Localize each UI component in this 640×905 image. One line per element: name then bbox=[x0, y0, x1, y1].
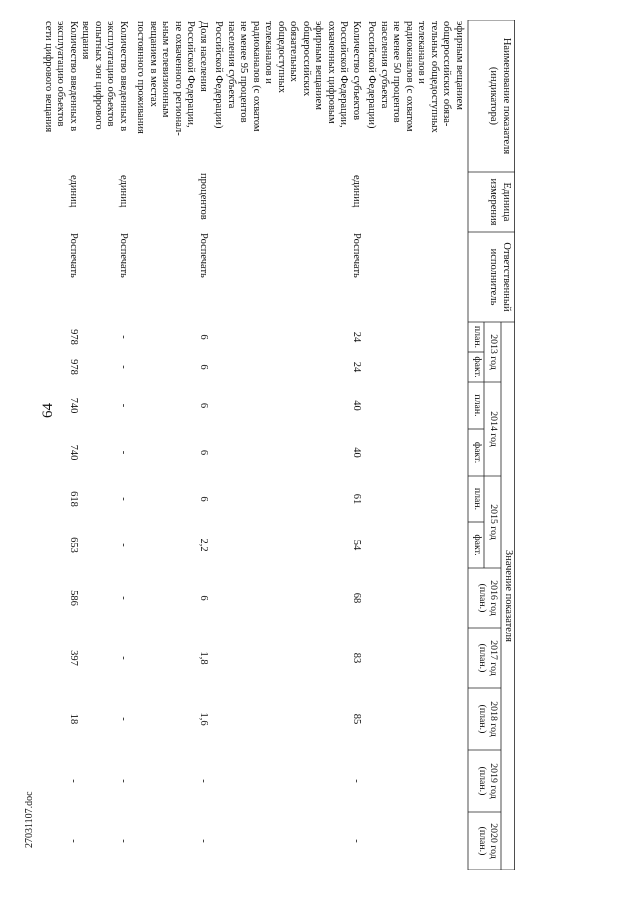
row-4-2015-plan: - bbox=[118, 497, 129, 501]
row-2-2013-fact: 24 bbox=[351, 361, 362, 373]
row-5-2014-plan: 740 bbox=[68, 397, 79, 414]
row-2-2019: - bbox=[351, 779, 362, 783]
row-5-responsible: Роспечать bbox=[68, 233, 79, 278]
row-2-2018: 85 bbox=[351, 713, 362, 725]
row-3-2017: 1,8 bbox=[198, 651, 209, 665]
row-5-2013-plan: 978 bbox=[68, 329, 79, 345]
row-4-2020: - bbox=[118, 839, 129, 843]
row-5-unit: единиц bbox=[68, 175, 79, 208]
row-3-2018: 1,6 bbox=[198, 712, 209, 726]
row-3-2014-plan: 6 bbox=[198, 402, 209, 409]
header-year-2013: 2013 год bbox=[488, 334, 499, 370]
row-5-2016: 586 bbox=[68, 590, 79, 606]
header-indicator-name: Наименование показателя (индикатора) bbox=[488, 37, 512, 155]
header-year-2015: 2015 год bbox=[488, 504, 499, 540]
row-3-2015-plan: 6 bbox=[198, 496, 209, 502]
header-2013-fact: факт. bbox=[472, 356, 483, 378]
header-2015-fact: факт. bbox=[472, 534, 483, 556]
header-year-2020: 2020 год (план.) bbox=[477, 823, 499, 859]
header-2013-plan: план. bbox=[472, 325, 483, 349]
header-year-2019: 2019 год (план.) bbox=[477, 763, 499, 799]
row-3-2020: - bbox=[198, 839, 209, 843]
row-3-name: Доля населения Российской Федерации, не охваченного регионал- ьным телевизионным вещанием в местах постоянного проживания bbox=[135, 21, 209, 136]
row-2-2014-fact: 40 bbox=[351, 447, 362, 458]
header-value-group: Значение показателя bbox=[503, 550, 514, 642]
header-year-2014: 2014 год bbox=[488, 411, 499, 447]
row-4-2015-fact: - bbox=[118, 543, 129, 547]
row-2-2013-plan: 24 bbox=[351, 331, 362, 343]
header-year-2017: 2017 год (план.) bbox=[477, 640, 499, 676]
row-4-unit: единиц bbox=[118, 175, 129, 208]
row-5-2015-fact: 653 bbox=[68, 537, 79, 553]
row-5-2017: 397 bbox=[68, 650, 79, 666]
row-4-2017: - bbox=[118, 656, 129, 660]
row-4-name: Количество введенных в эксплуатацию объектов опытных зон цифрового вещания bbox=[80, 21, 129, 132]
row-1-name: эфирным вещанием общероссийских обяза- тельных общедоступных телеканалов и радиоканалов (с охватом не менее 50 процентов населения субъекта Российской Федерации) bbox=[366, 21, 465, 133]
page-number: 64 bbox=[40, 403, 56, 418]
row-3-2014-fact: 6 bbox=[198, 449, 209, 456]
header-responsible: Ответственный исполнитель bbox=[488, 242, 512, 312]
row-2-responsible: Роспечать bbox=[351, 233, 362, 278]
header-year-2018: 2018 год (план.) bbox=[477, 701, 499, 737]
row-4-2014-fact: - bbox=[118, 450, 129, 455]
row-2-name: Количество субъектов Российской Федерации, охваченных цифровым эфирным вещанием общероссийских обязательных общедоступных телеканалов и радиоканалов (с охватом не менее 95 процентов населения субъекта Российской Федерации) bbox=[213, 21, 362, 132]
row-2-2017: 83 bbox=[351, 652, 362, 664]
row-5-2013-fact: 978 bbox=[68, 359, 79, 375]
row-2-unit: единиц bbox=[351, 175, 362, 208]
header-2014-plan: план. bbox=[472, 394, 483, 417]
row-4-responsible: Роспечать bbox=[118, 233, 129, 278]
row-2-2016: 68 bbox=[351, 592, 362, 604]
header-unit: Единица измерения bbox=[488, 178, 512, 226]
header-2015-plan: план. bbox=[472, 487, 483, 511]
row-3-2013-plan: 6 bbox=[198, 334, 209, 340]
row-3-2013-fact: 6 bbox=[198, 364, 209, 370]
row-4-2016: - bbox=[118, 596, 129, 600]
row-5-2020: - bbox=[68, 839, 79, 843]
row-3-unit: процентов bbox=[198, 173, 209, 220]
row-5-2019: - bbox=[68, 779, 79, 783]
row-5-name: Количество введенных в эксплуатацию объектов сети цифрового вещания bbox=[43, 21, 79, 133]
row-5-2015-plan: 618 bbox=[68, 491, 79, 507]
document-code: 27031107.doc bbox=[24, 791, 35, 848]
row-2-2020: - bbox=[351, 839, 362, 843]
row-3-responsible: Роспечать bbox=[198, 233, 209, 278]
header-year-2016: 2016 год (план.) bbox=[477, 580, 499, 616]
row-4-2014-plan: - bbox=[118, 403, 129, 408]
row-5-2018: 18 bbox=[68, 713, 79, 725]
row-3-2015-fact: 2,2 bbox=[198, 538, 209, 552]
row-5-2014-fact: 740 bbox=[68, 444, 79, 461]
row-2-2015-plan: 61 bbox=[351, 493, 362, 505]
header-2014-fact: факт. bbox=[472, 441, 483, 464]
row-2-2014-plan: 40 bbox=[351, 400, 362, 411]
row-3-2016: 6 bbox=[198, 595, 209, 601]
row-4-2018: - bbox=[118, 717, 129, 721]
row-3-2019: - bbox=[198, 779, 209, 783]
row-4-2013-plan: - bbox=[118, 335, 129, 339]
row-4-2013-fact: - bbox=[118, 365, 129, 369]
row-2-2015-fact: 54 bbox=[351, 539, 362, 551]
row-4-2019: - bbox=[118, 779, 129, 783]
